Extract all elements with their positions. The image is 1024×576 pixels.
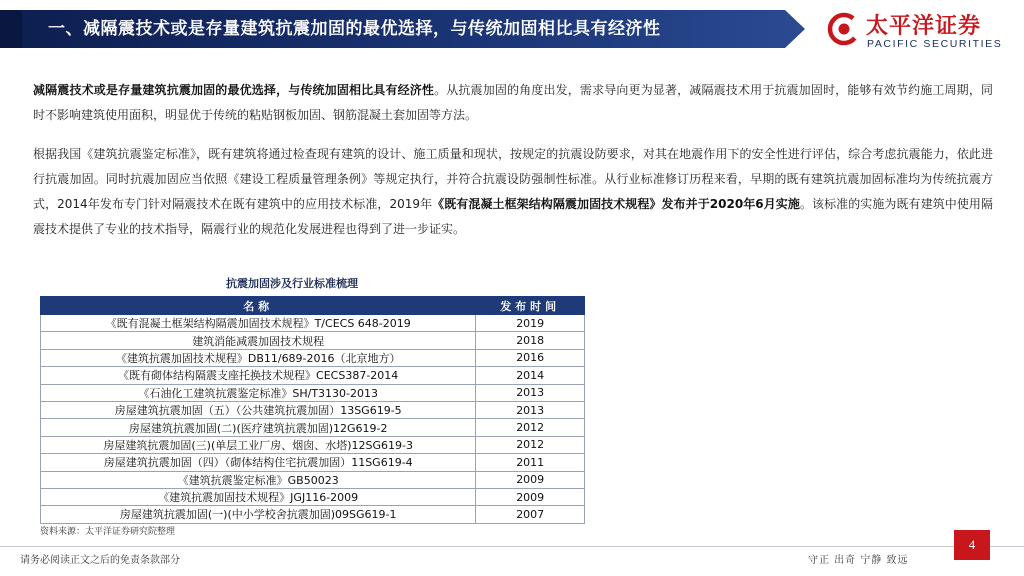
- column-header-name: 名称: [41, 297, 476, 315]
- cell-date: 2014: [476, 367, 585, 384]
- cell-name: 《建筑抗震鉴定标准》GB50023: [41, 471, 476, 488]
- standards-table: [40, 296, 585, 524]
- cell-name: 《石油化工建筑抗震鉴定标准》SH/T3130-2013: [41, 384, 476, 401]
- cell-name: 房屋建筑抗震加固(二)(医疗建筑抗震加固)12G619-2: [41, 419, 476, 436]
- paragraph-2: [33, 142, 993, 242]
- table-row: [41, 349, 585, 366]
- cell-name: 房屋建筑抗震加固(一)(中小学校舍抗震加固)09SG619-1: [41, 506, 476, 523]
- cell-date: 2019: [476, 315, 585, 332]
- table-row: [41, 332, 585, 349]
- page-number: 4: [954, 530, 990, 560]
- table-row: [41, 471, 585, 488]
- page-title: 一、减隔震技术或是存量建筑抗震加固的最优选择，与传统加固相比具有经济性: [48, 19, 661, 39]
- table-title: 抗震加固涉及行业标准梳理: [226, 277, 358, 290]
- paragraph-2-text-a: 根据我国《建筑抗震鉴定标准》，既有建筑将通过检查现有建筑的设计、施工质量和现状，按规定的抗震设防要求，对其在地震作用下的安全性进行评估，综合考虑抗震能力，依此进行抗震加固。同时抗震加固应当依照《建设工程质量管理条例》等规定执行，并符合抗震设防强制性标准。从行业标准修订历程来看，早期的既有建筑抗震加固标准均为传统抗震方式，2014年发布专门针对隔震技术在既有建筑中的应用技术标准，2019年: [33, 147, 993, 211]
- cell-date: 2013: [476, 384, 585, 401]
- table-header-row: [41, 297, 585, 315]
- cell-date: 2009: [476, 488, 585, 505]
- cell-date: 2012: [476, 436, 585, 453]
- cell-name: 《建筑抗震加固技术规程》JGJ116-2009: [41, 488, 476, 505]
- cell-name: 《既有混凝土框架结构隔震加固技术规程》T/CECS 648-2019: [41, 315, 476, 332]
- table-row: [41, 454, 585, 471]
- paragraph-2-bold: 《既有混凝土框架结构隔震加固技术规程》发布并于2020年6月实施: [432, 197, 800, 211]
- cell-name: 《建筑抗震加固技术规程》DB11/689-2016（北京地方）: [41, 349, 476, 366]
- cell-name: 《既有砌体结构隔震支座托换技术规程》CECS387-2014: [41, 367, 476, 384]
- cell-date: 2016: [476, 349, 585, 366]
- cell-name: 房屋建筑抗震加固（四）（砌体结构住宅抗震加固）11SG619-4: [41, 454, 476, 471]
- cell-date: 2007: [476, 506, 585, 523]
- logo-name-cn: 太平洋证券: [866, 14, 982, 39]
- table-row: [41, 367, 585, 384]
- paragraph-1: [33, 78, 993, 128]
- table-row: [41, 401, 585, 418]
- logo-name-en: PACIFIC SECURITIES: [867, 38, 1003, 50]
- header-banner-accent: [0, 10, 22, 48]
- table-row: [41, 384, 585, 401]
- cell-date: 2009: [476, 471, 585, 488]
- table-row: [41, 436, 585, 453]
- paragraph-1-text: 。从抗震加固的角度出发，需求导向更为显著，减隔震技术用于抗震加固时，能够有效节约施工周期，同时不影响建筑使用面积，明显优于传统的粘贴钢板加固、钢筋混凝土套加固等方法。: [33, 83, 993, 122]
- table-row: [41, 315, 585, 332]
- table-row: [41, 419, 585, 436]
- cell-date: 2013: [476, 401, 585, 418]
- footer-disclaimer: 请务必阅读正文之后的免责条款部分: [20, 555, 180, 566]
- table-source-note: 资料来源：太平洋证券研究院整理: [40, 527, 176, 537]
- table-row: [41, 506, 585, 523]
- cell-date: 2012: [476, 419, 585, 436]
- paragraph-1-bold: 减隔震技术或是存量建筑抗震加固的最优选择，与传统加固相比具有经济性: [33, 83, 435, 97]
- cell-name: 房屋建筑抗震加固（五）（公共建筑抗震加固）13SG619-5: [41, 401, 476, 418]
- cell-name: 建筑消能减震加固技术规程: [41, 332, 476, 349]
- table-row: [41, 488, 585, 505]
- cell-date: 2018: [476, 332, 585, 349]
- column-header-date: 发布时间: [476, 297, 585, 315]
- footer-motto: 守正 出奇 宁静 致远: [808, 555, 909, 566]
- footer-divider: [0, 546, 1024, 547]
- paragraph-2-text-b: 。该标准的实施为既有建筑中使用隔震技术提供了专业的技术指导，隔震行业的规范化发展进程也得到了进一步证实。: [33, 197, 993, 236]
- cell-date: 2011: [476, 454, 585, 471]
- cell-name: 房屋建筑抗震加固(三)(单层工业厂房、烟囱、水塔)12SG619-3: [41, 436, 476, 453]
- pacific-securities-logo-icon: [827, 12, 861, 46]
